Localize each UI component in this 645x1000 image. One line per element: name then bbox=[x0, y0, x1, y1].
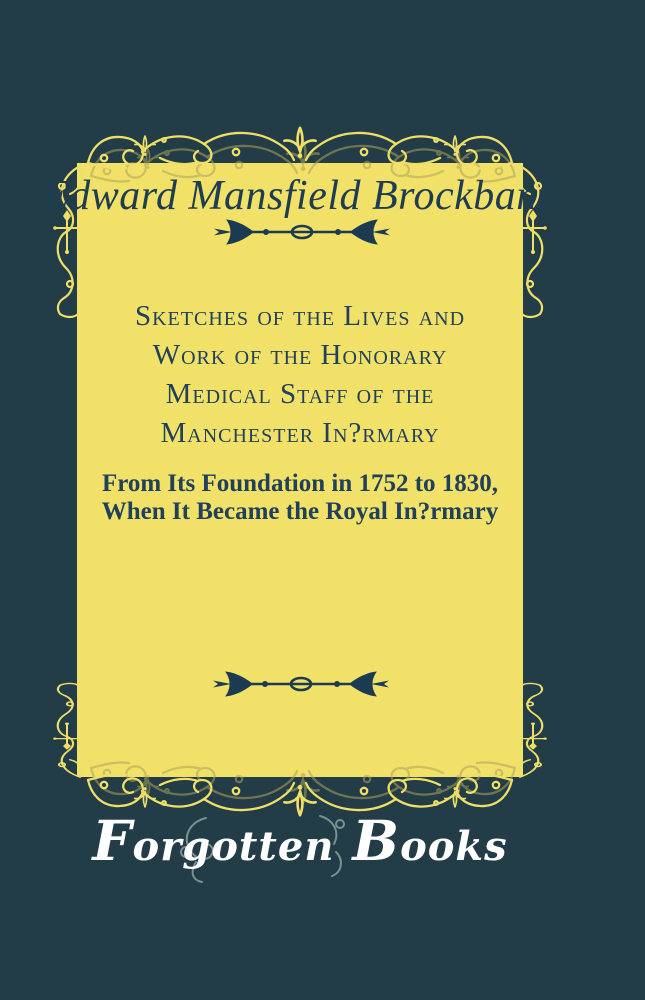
book-subtitle bbox=[0, 470, 600, 526]
author-name: Edward Mansfield Brockbank bbox=[43, 173, 557, 219]
book-title bbox=[0, 297, 600, 453]
title-line: Manchester In?rmary bbox=[160, 417, 440, 449]
title-line: Sketches of the Lives and bbox=[134, 300, 466, 332]
title-line: Medical Staff of the bbox=[165, 378, 435, 410]
publisher-logo-word-2: Books bbox=[352, 809, 508, 874]
title-line: Work of the Honorary bbox=[152, 339, 448, 371]
publisher-logo bbox=[0, 809, 600, 875]
subtitle-line: From Its Foundation in 1752 to 1830, bbox=[101, 470, 499, 497]
publisher-logo-word-1: Forgotten bbox=[92, 809, 335, 874]
subtitle-line: When It Became the Royal In?rmary bbox=[101, 498, 499, 525]
